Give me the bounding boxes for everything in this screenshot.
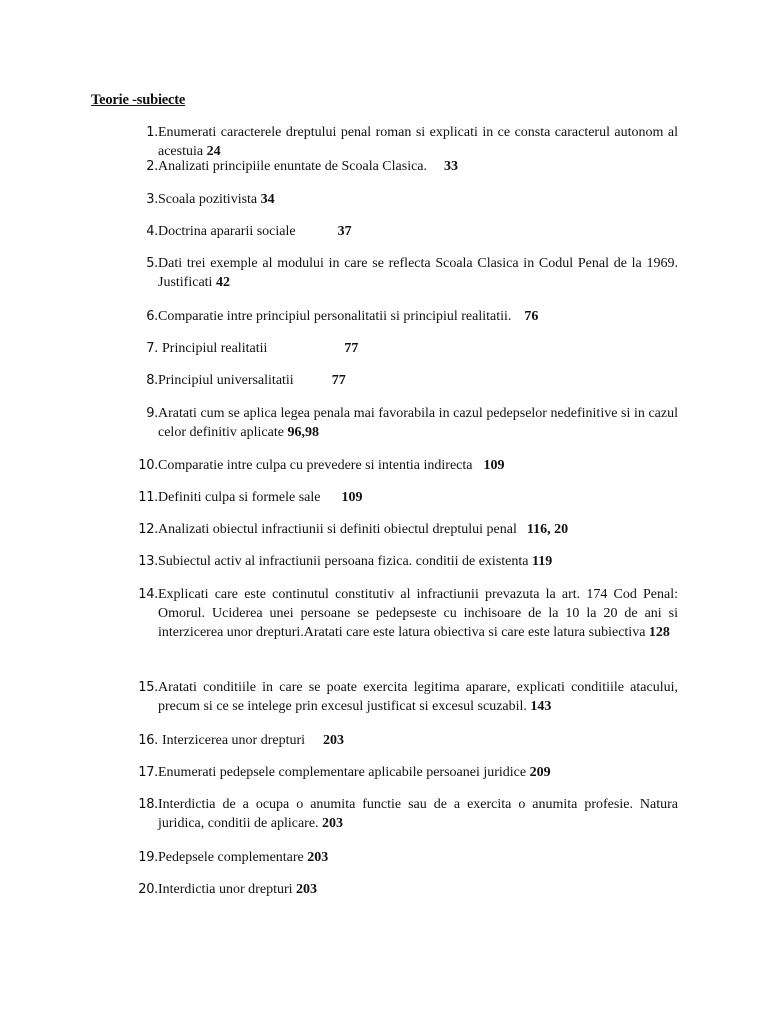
list-item [133,307,678,326]
list-item [133,190,678,209]
page-reference: 109 [341,490,363,505]
item-number: 3. [146,192,158,207]
item-text: Explicati care este continutul constitutiv al infractiunii prevazuta la art. 174 Cod Penal: Omorul. Uciderea unei persoane se pedepseste cu inchisoare de la 10 la 20 de ani si interzicerea unor drepturi.Aratati care este latura obiectiva si care este latura subiectiva [158,587,678,640]
item-number: 9. [146,406,158,421]
item-number: 12. [138,522,158,537]
page-reference: 203 [323,733,345,748]
list-item [133,254,678,292]
list-item [133,123,678,161]
item-number: 10. [138,458,158,473]
list-item [133,848,678,867]
item-number: 2. [146,159,158,174]
item-text: Definiti culpa si formele sale [158,490,321,505]
list-item [133,404,678,442]
page-reference: 37 [337,224,352,239]
item-text: Interzicerea unor drepturi [162,733,306,748]
item-number: 11. [138,490,158,505]
page-reference: 77 [331,373,346,388]
list-item [133,880,678,899]
page-reference: 96,98 [287,425,319,440]
item-text: Dati trei exemple al modului in care se reflecta Scoala Clasica in Codul Penal de la 1969. Justificati [158,256,678,290]
item-number: 7. [146,341,158,356]
page-reference: 209 [529,765,551,780]
item-number: 1. [146,125,158,140]
item-text: Subiectul activ al infractiunii persoana fizica. conditii de existenta [158,554,529,569]
page-reference: 76 [524,309,539,324]
item-text: Analizati obiectul infractiunii si definiti obiectul dreptului penal [158,522,517,537]
item-number: 6. [146,309,158,324]
list-item [133,157,678,176]
list-item [133,456,678,475]
page-reference: 203 [296,882,318,897]
item-number: 20. [138,882,158,897]
item-number: 15. [138,680,158,695]
list-item [133,339,678,358]
item-text: Analizati principiile enuntate de Scoala Clasica. [158,159,428,174]
item-text: Aratati conditiile in care se poate exercita legitima aparare, explicati conditiile atacului, precum si ce se intelege prin excesul justificat si excesul scuzabil. [158,680,678,714]
item-text: Doctrina apararii sociale [158,224,296,239]
page-reference: 203 [322,816,344,831]
item-text: Principiul universalitatii [158,373,294,388]
item-text: Interdictia unor drepturi [158,882,293,897]
list-item [133,678,678,716]
page-reference: 42 [215,275,230,290]
item-text: Aratati cum se aplica legea penala mai favorabila in cazul pedepselor nedefinitive si in cazul celor definitiv aplicate [158,406,678,440]
page-reference: 33 [444,159,459,174]
item-text: Comparatie intre culpa cu prevedere si intentia indirecta [158,458,473,473]
page-reference: 77 [344,341,359,356]
page-reference: 119 [531,554,553,569]
item-number: 13. [138,554,158,569]
item-text: Interdictia de a ocupa o anumita functie sau de a exercita o anumita profesie. Natura juridica, conditii de aplicare. [158,797,678,831]
list-item [133,763,678,782]
page-reference: 143 [530,699,552,714]
page-reference: 24 [206,144,221,159]
item-text: Enumerati caracterele dreptului penal roman si explicati in ce consta caracterul autonom al acestuia [158,125,678,159]
list-item [133,731,678,750]
page-reference: 34 [260,192,275,207]
item-text: Enumerati pedepsele complementare aplicabile persoanei juridice [158,765,527,780]
item-text: Principiul realitatii [162,341,268,356]
page-title: Teorie -subiecte [91,92,186,108]
list-item [133,520,678,539]
item-number: 16. [138,733,158,748]
list-item [133,552,678,571]
page-reference: 203 [307,850,329,865]
page-reference: 128 [648,625,670,640]
item-number: 19. [138,850,158,865]
item-number: 8. [146,373,158,388]
list-item [133,371,678,390]
item-number: 18. [138,797,158,812]
item-number: 4. [146,224,158,239]
item-number: 17. [138,765,158,780]
item-number: 5. [146,256,158,271]
list-item [133,488,678,507]
item-number: 14. [138,587,158,602]
list-item [133,795,678,833]
item-text: Comparatie intre principiul personalitatii si principiul realitatii. [158,309,512,324]
page-reference: 116, 20 [526,522,569,537]
page-reference: 109 [483,458,505,473]
item-text: Pedepsele complementare [158,850,304,865]
list-item [133,222,678,241]
item-text: Scoala pozitivista [158,192,258,207]
list-item [133,585,678,642]
